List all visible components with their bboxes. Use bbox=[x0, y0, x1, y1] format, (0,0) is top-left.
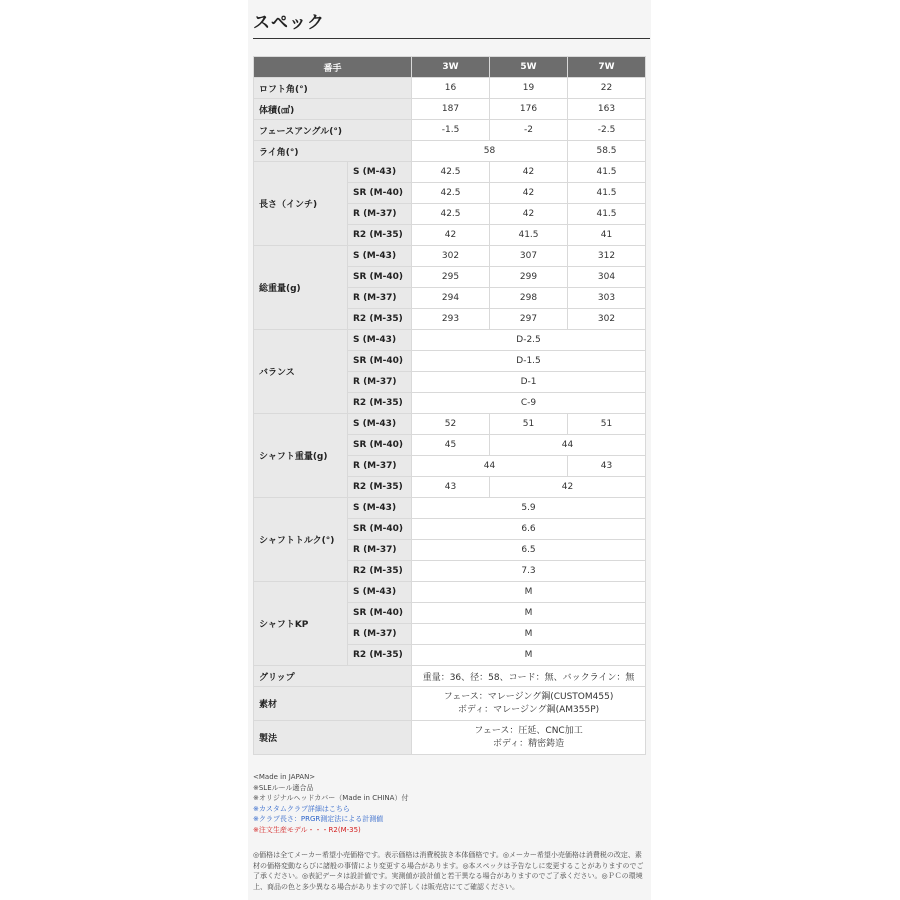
table-cell: D-1.5 bbox=[412, 351, 646, 372]
table-cell: 58 bbox=[412, 141, 568, 162]
table-cell: -2 bbox=[490, 120, 568, 141]
row-label: グリップ bbox=[254, 666, 412, 687]
manufacturing-face: フェース：圧延、CNC加工 bbox=[474, 725, 583, 736]
table-cell: 41 bbox=[568, 225, 646, 246]
table-cell: 304 bbox=[568, 267, 646, 288]
disclaimer: ◎価格は全てメーカー希望小売価格です。表示価格は消費税抜き本体価格です。◎メーカー希望小売価格は消費税の改定、素材の価格変動ならびに諸般の事情により変更する場合があります。◎本スペックは予告なしに変更することがありますのでご了承ください。◎表記データは設計値です。実測値が設計値と若干異なる場合がありますのでご了承ください。◎ＰＣの環境上、商品の色と多少異なる場合がありますので詳しくは販売店にてご確認ください。 bbox=[253, 851, 644, 891]
header-3w: 3W bbox=[412, 57, 490, 78]
material-body: ボディ：マレージング鋼(AM355P) bbox=[457, 704, 600, 715]
table-cell: C-9 bbox=[412, 393, 646, 414]
table-cell: 293 bbox=[412, 309, 490, 330]
table-cell: 42 bbox=[490, 162, 568, 183]
spec-table bbox=[253, 56, 646, 755]
table-cell: 41.5 bbox=[568, 204, 646, 225]
row-group-label: 長さ（インチ) bbox=[254, 162, 348, 246]
flex-label: S (M-43) bbox=[348, 330, 412, 351]
table-cell: 52 bbox=[412, 414, 490, 435]
flex-label: R (M-37) bbox=[348, 456, 412, 477]
table-cell: 176 bbox=[490, 99, 568, 120]
flex-label: SR (M-40) bbox=[348, 351, 412, 372]
flex-label: R2 (M-35) bbox=[348, 561, 412, 582]
table-row bbox=[254, 414, 646, 435]
table-row bbox=[254, 246, 646, 267]
note-sle: ※SLEルール適合品 bbox=[253, 783, 314, 792]
table-row bbox=[254, 666, 646, 687]
note-measurement: ※クラブ長さ：PRGR測定法による計測値 bbox=[253, 815, 384, 823]
row-group-label: バランス bbox=[254, 330, 348, 414]
table-cell: 43 bbox=[568, 456, 646, 477]
table-cell: 302 bbox=[412, 246, 490, 267]
flex-label: S (M-43) bbox=[348, 162, 412, 183]
table-cell bbox=[412, 687, 646, 721]
table-cell: 58.5 bbox=[568, 141, 646, 162]
flex-label: R2 (M-35) bbox=[348, 645, 412, 666]
table-cell: 299 bbox=[490, 267, 568, 288]
table-cell: 43 bbox=[412, 477, 490, 498]
table-cell: 41.5 bbox=[490, 225, 568, 246]
table-cell: M bbox=[412, 603, 646, 624]
table-cell: 7.3 bbox=[412, 561, 646, 582]
flex-label: SR (M-40) bbox=[348, 519, 412, 540]
table-cell: D-1 bbox=[412, 372, 646, 393]
table-cell: 42.5 bbox=[412, 162, 490, 183]
table-row bbox=[254, 330, 646, 351]
table-row bbox=[254, 141, 646, 162]
custom-club-link[interactable]: ※カスタムクラブ詳細はこちら bbox=[253, 804, 350, 813]
header-7w: 7W bbox=[568, 57, 646, 78]
table-cell: 42.5 bbox=[412, 183, 490, 204]
table-cell: D-2.5 bbox=[412, 330, 646, 351]
table-cell: 42.5 bbox=[412, 204, 490, 225]
table-cell: 51 bbox=[490, 414, 568, 435]
table-cell: 42 bbox=[490, 477, 646, 498]
notes bbox=[253, 772, 408, 835]
row-label: 素材 bbox=[254, 687, 412, 721]
table-cell: 5.9 bbox=[412, 498, 646, 519]
row-label: 製法 bbox=[254, 721, 412, 755]
table-row bbox=[254, 687, 646, 721]
row-label: ロフト角(°) bbox=[254, 78, 412, 99]
table-cell: 163 bbox=[568, 99, 646, 120]
table-cell: M bbox=[412, 582, 646, 603]
flex-label: SR (M-40) bbox=[348, 183, 412, 204]
header-row bbox=[254, 57, 646, 78]
title-divider bbox=[253, 38, 650, 39]
material-face: フェース：マレージング鋼(CUSTOM455) bbox=[443, 691, 614, 702]
table-cell: 45 bbox=[412, 435, 490, 456]
table-cell: 22 bbox=[568, 78, 646, 99]
table-cell: 6.6 bbox=[412, 519, 646, 540]
row-label: ライ角(°) bbox=[254, 141, 412, 162]
table-cell: 51 bbox=[568, 414, 646, 435]
header-5w: 5W bbox=[490, 57, 568, 78]
table-row bbox=[254, 120, 646, 141]
flex-label: S (M-43) bbox=[348, 246, 412, 267]
manufacturing-body: ボディ：精密鋳造 bbox=[492, 738, 565, 749]
table-cell: 6.5 bbox=[412, 540, 646, 561]
flex-label: R (M-37) bbox=[348, 204, 412, 225]
flex-label: R (M-37) bbox=[348, 288, 412, 309]
note-made-to-order: ※注文生産モデル・・・R2(M-35) bbox=[253, 825, 361, 834]
flex-label: S (M-43) bbox=[348, 414, 412, 435]
table-cell: 187 bbox=[412, 99, 490, 120]
table-row bbox=[254, 582, 646, 603]
row-label: 体積(㎤) bbox=[254, 99, 412, 120]
table-row bbox=[254, 721, 646, 755]
table-cell: 重量：36、径：58、コード：無、バックライン：無 bbox=[412, 666, 646, 687]
header-club-number: 番手 bbox=[254, 57, 412, 78]
table-cell: 41.5 bbox=[568, 183, 646, 204]
table-cell: 42 bbox=[412, 225, 490, 246]
table-cell: 44 bbox=[490, 435, 646, 456]
table-cell: 42 bbox=[490, 183, 568, 204]
row-label: フェースアングル(°) bbox=[254, 120, 412, 141]
table-cell: M bbox=[412, 624, 646, 645]
table-cell: 312 bbox=[568, 246, 646, 267]
flex-label: R (M-37) bbox=[348, 372, 412, 393]
table-cell: 303 bbox=[568, 288, 646, 309]
table-row bbox=[254, 78, 646, 99]
flex-label: R2 (M-35) bbox=[348, 309, 412, 330]
table-cell: 307 bbox=[490, 246, 568, 267]
table-row bbox=[254, 162, 646, 183]
row-group-label: 総重量(g) bbox=[254, 246, 348, 330]
table-cell: M bbox=[412, 645, 646, 666]
flex-label: R2 (M-35) bbox=[348, 225, 412, 246]
table-cell: 41.5 bbox=[568, 162, 646, 183]
flex-label: R2 (M-35) bbox=[348, 477, 412, 498]
flex-label: SR (M-40) bbox=[348, 603, 412, 624]
table-cell: -2.5 bbox=[568, 120, 646, 141]
note-headcover: ※オリジナルヘッドカバー（Made in CHINA）付 bbox=[253, 794, 409, 802]
table-row bbox=[254, 99, 646, 120]
table-cell: 19 bbox=[490, 78, 568, 99]
flex-label: R2 (M-35) bbox=[348, 393, 412, 414]
page-title: スペック bbox=[253, 13, 325, 33]
table-cell bbox=[412, 721, 646, 755]
row-group-label: シャフトトルク(°) bbox=[254, 498, 348, 582]
flex-label: SR (M-40) bbox=[348, 435, 412, 456]
table-cell: 302 bbox=[568, 309, 646, 330]
row-group-label: シャフトKP bbox=[254, 582, 348, 666]
flex-label: SR (M-40) bbox=[348, 267, 412, 288]
row-group-label: シャフト重量(g) bbox=[254, 414, 348, 498]
table-cell: -1.5 bbox=[412, 120, 490, 141]
table-row bbox=[254, 498, 646, 519]
table-cell: 42 bbox=[490, 204, 568, 225]
table-cell: 295 bbox=[412, 267, 490, 288]
flex-label: S (M-43) bbox=[348, 582, 412, 603]
table-cell: 44 bbox=[412, 456, 568, 477]
table-cell: 16 bbox=[412, 78, 490, 99]
note-made-in: <Made in JAPAN> bbox=[253, 773, 316, 781]
flex-label: R (M-37) bbox=[348, 540, 412, 561]
table-cell: 298 bbox=[490, 288, 568, 309]
table-cell: 297 bbox=[490, 309, 568, 330]
flex-label: R (M-37) bbox=[348, 624, 412, 645]
table-cell: 294 bbox=[412, 288, 490, 309]
flex-label: S (M-43) bbox=[348, 498, 412, 519]
